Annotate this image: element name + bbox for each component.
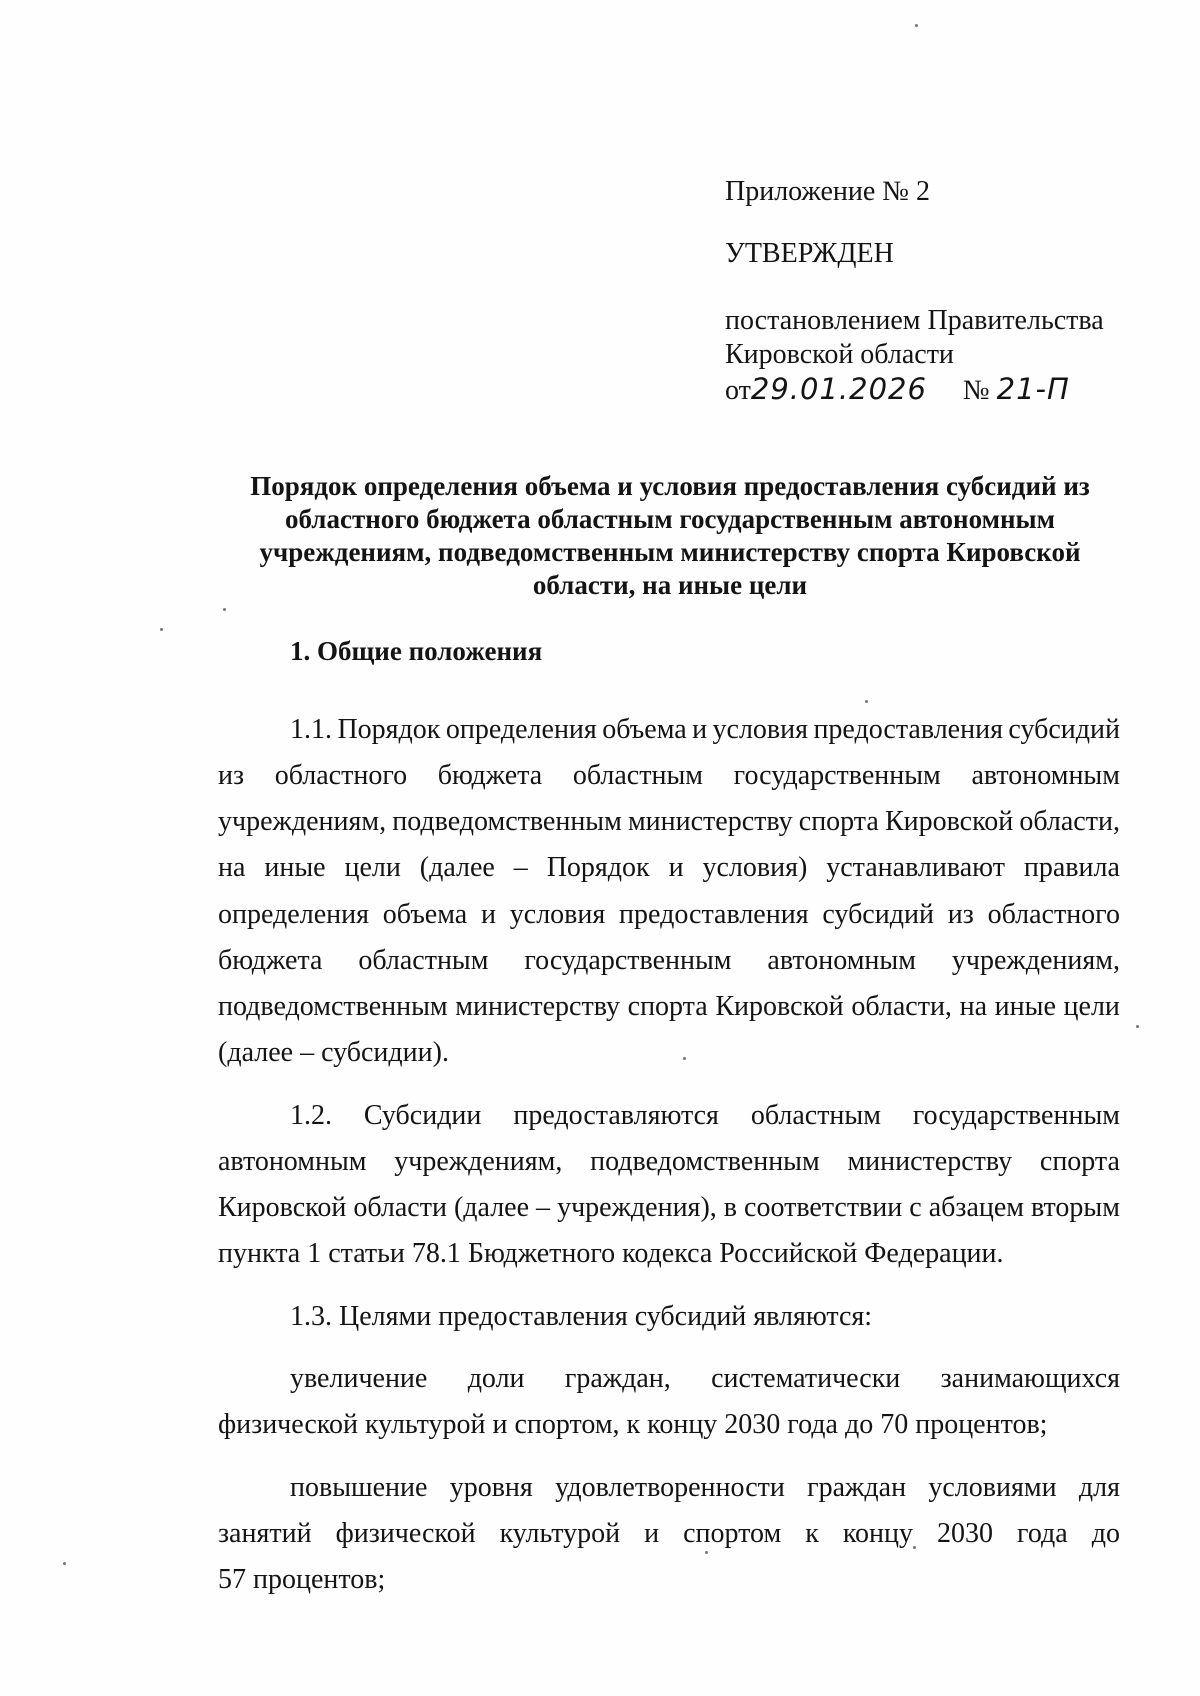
word: министерству [627,806,793,837]
word: объема [382,899,468,930]
body-line [290,1098,1120,1134]
word: определения [445,714,597,745]
word: на [959,991,988,1022]
word: цели [344,852,401,883]
word: государственным [524,945,732,976]
word: областным [750,1100,881,1131]
word: 1.2. [290,1100,332,1131]
word: физической [335,1518,476,1549]
word: (далее [453,1192,530,1223]
word: занимающихся [940,1363,1120,1394]
word: бюджета [437,760,543,791]
word: увеличение [290,1363,428,1394]
scan-speck [1136,1025,1139,1028]
word: из [218,760,245,791]
word: из [947,899,974,930]
scan-speck [913,1546,916,1549]
word: учреждениям, [394,1146,563,1177]
word: уровня [449,1472,533,1503]
body-line [218,1144,1120,1180]
word: областным [572,760,703,791]
word: 2030 [937,1518,994,1549]
body-line [218,850,1120,886]
word: иные [264,852,326,883]
approved-stamp-text: УТВЕРЖДЕН [725,238,894,269]
decree-date-number [725,371,1070,409]
word: Порядок [546,852,650,883]
word: министерству [847,1146,1013,1177]
word: подведомственным [590,1146,820,1177]
word: субсидий [822,899,934,930]
body-line [218,1190,1120,1226]
word: областного [987,899,1120,930]
decree-line-2: Кировской области [725,339,954,370]
body-line: физической культурой и спортом, к концу 2030 года до 70 процентов; [218,1409,1048,1440]
body-line [218,758,1120,794]
word: систематически [711,1363,901,1394]
word: года [1017,1518,1068,1549]
word: и [668,852,684,883]
word: условия [712,714,808,745]
word: – [513,852,528,883]
word: – [536,1192,551,1223]
body-line [218,804,1120,840]
word: учреждениям, [951,945,1120,976]
word: граждан [807,1472,907,1503]
word: цели [1063,991,1120,1022]
word: Кировской [884,806,1014,837]
body-line [218,1516,1120,1552]
title-line: области, на иные цели [532,570,808,600]
word: спорта [627,991,708,1022]
word: устанавливают [826,852,1005,883]
word: предоставления [619,899,809,930]
word: предоставляются [513,1100,719,1131]
word: и [692,714,708,745]
word: повышение [290,1472,428,1503]
word: удовлетворенности [555,1472,785,1503]
body-line: 1.3. Целями предоставления субсидий являются: [290,1301,873,1332]
word: занятий [218,1518,312,1549]
word: условиями [928,1472,1057,1503]
scan-speck [705,1551,708,1554]
word: спорта [798,806,879,837]
handwritten-number: 21-П [996,372,1070,406]
word: подведомственным [392,806,622,837]
word: соответствии [744,1192,903,1223]
word: бюджета [218,945,323,976]
word: к [805,1518,819,1549]
decree-line-1: постановлением Правительства [725,305,1104,336]
word: вторым [1031,1192,1120,1223]
word: концу [842,1518,914,1549]
body-line [290,1361,1120,1397]
scan-speck [915,24,918,27]
word: на [218,852,246,883]
word: автономным [971,760,1120,791]
title-line: областного бюджета областным государственным автономным [284,504,1056,534]
word: областного [274,760,408,791]
word: спортом [683,1518,782,1549]
word: областным [358,945,489,976]
word: подведомственным [218,991,448,1022]
word: с [909,1192,922,1223]
word: Субсидии [363,1100,482,1131]
scan-speck [223,608,226,611]
word: области, [1019,806,1120,837]
word: и [644,1518,660,1549]
word: определения [218,899,369,930]
word: предоставления [813,714,1003,745]
word: субсидий [1008,714,1120,745]
word: государственным [912,1100,1120,1131]
scan-speck [683,1057,686,1060]
word: Кировской [218,1192,347,1223]
word: объема [602,714,687,745]
word: доли [467,1363,525,1394]
appendix-label: Приложение № 2 [725,176,930,207]
word: министерству [455,991,620,1022]
word: 1.1. [290,714,332,745]
word: условия) [702,852,808,883]
scan-speck [63,1562,66,1565]
body-line [218,897,1120,933]
body-line: (далее – субсидии). [218,1037,449,1068]
date-prefix: от [725,375,751,406]
body-line [218,989,1120,1025]
word: области [353,1192,447,1223]
body-line [290,712,1120,748]
body-line: 57 процентов; [218,1564,386,1595]
word: спорта [1039,1146,1120,1177]
word: культурой [499,1518,621,1549]
document-title [200,470,1140,602]
scan-speck [865,700,868,703]
word: учреждения), [557,1192,717,1223]
word: Порядок [337,714,441,745]
title-line: Порядок определения объема и условия предоставления субсидий из [250,471,1090,501]
word: иные [994,991,1056,1022]
word: для [1078,1472,1120,1503]
word: условия [509,899,606,930]
word: автономным [767,945,916,976]
number-prefix: № [962,375,990,406]
body-line [290,1470,1120,1506]
word: области, [851,991,952,1022]
body-line [218,943,1120,979]
word: учреждениям, [218,806,387,837]
section-heading: 1. Общие положения [290,636,543,666]
handwritten-date: 29.01.2026 [750,372,927,406]
title-line: учреждениям, подведомственным министерству спорта Кировской [259,537,1081,567]
word: правила [1023,852,1120,883]
scan-speck [160,628,163,631]
word: и [480,899,496,930]
word: в [723,1192,738,1223]
word: до [1091,1518,1120,1549]
body-line: пункта 1 статьи 78.1 Бюджетного кодекса Российской Федерации. [218,1238,1004,1269]
word: (далее [419,852,495,883]
word: государственным [733,760,941,791]
word: Кировской [715,991,844,1022]
word: абзацем [928,1192,1025,1223]
word: автономным [218,1146,367,1177]
word: граждан, [564,1363,671,1394]
